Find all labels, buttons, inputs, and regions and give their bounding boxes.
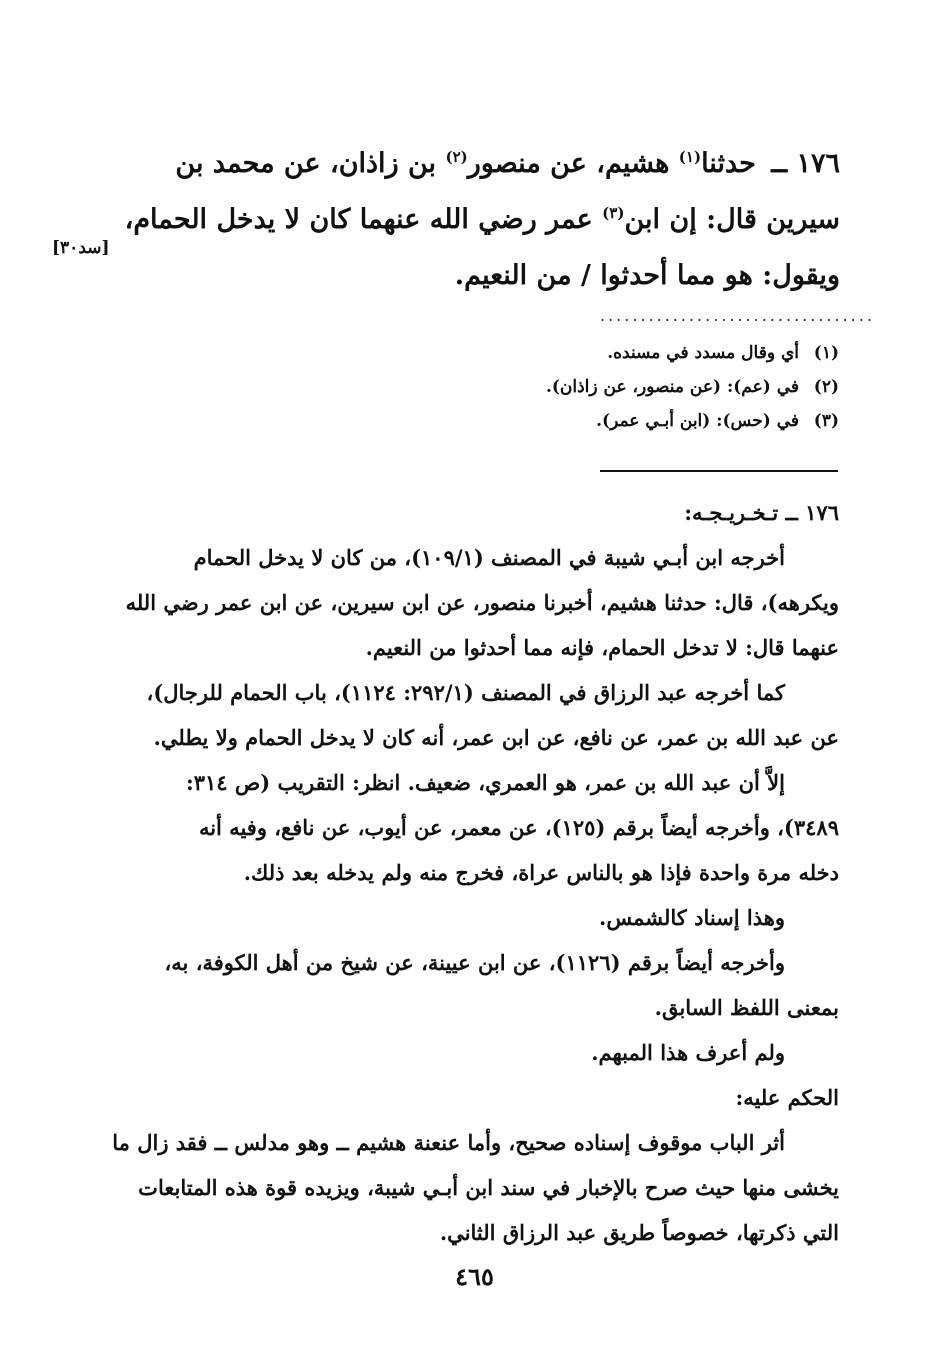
- judgement-heading: الحكم عليه:: [735, 1085, 839, 1110]
- text-line: وهذا إسناد كالشمس.: [599, 905, 785, 930]
- footnote-number: (٢): [813, 377, 839, 397]
- hadith-text-segment: هشيم، عن منصور: [467, 148, 679, 179]
- hadith-text-segment: عمر رضي الله عنهما كان لا يدخل الحمام،: [124, 204, 603, 235]
- takhrij-paragraph: [109, 535, 839, 670]
- text-line: ٣٤٨٩)، وأخرجه أيضاً برقم (١٢٥)، عن معمر، عن أيوب، عن نافع، وفيه أنه: [198, 815, 839, 840]
- text-line: عنهما قال: لا تدخل الحمام، فإنه مما أحدثوا من النعيم.: [365, 635, 839, 660]
- text-line: يخشى منها حيث صرح بالإخبار في سند ابن أبـي شيبة، ويزيده قوة هذه المتابعات: [138, 1175, 839, 1200]
- footnote-item: [139, 404, 839, 438]
- footnote-number: (١): [813, 343, 839, 363]
- footnote-item: [139, 370, 839, 404]
- page-number: ٤٦٥: [455, 1262, 494, 1291]
- text-line: إلاَّ أن عبد الله بن عمر، هو العمري، ضعيف. انظر: التقريب (ص ٣١٤:: [185, 770, 785, 795]
- footnote-divider-dots: ..................................: [600, 306, 875, 325]
- takhrij-paragraph: [109, 1030, 839, 1075]
- footnote-text: في (عم): (عن منصور، عن زاذان).: [545, 377, 799, 397]
- text-line: دخله مرة واحدة فإذا هو بالناس عراة، فخرج منه ولم يدخله بعد ذلك.: [243, 860, 839, 885]
- text-line: كما أخرجه عبد الرزاق في المصنف (٢٩٢/١: ١١٢٤)، باب الحمام للرجال)،: [146, 680, 785, 705]
- text-line: ولم أعرف هذا المبهم.: [591, 1040, 785, 1065]
- text-line: أخرجه ابن أبـي شيبة في المصنف (١٠٩/١)، من كان لا يدخل الحمام: [193, 545, 785, 570]
- hadith-line: ويقول: هو مما أحدثوا / من النعيم.: [454, 260, 840, 291]
- text-line: عن عبد الله بن عمر، عن نافع، عن ابن عمر، أنه كان لا يدخل الحمام ولا يطلي.: [153, 725, 839, 750]
- takhrij-paragraph: [109, 670, 839, 760]
- takhrij-section: [109, 490, 839, 1255]
- footnotes: [139, 336, 839, 438]
- footnote-ref[interactable]: (٢): [445, 148, 468, 166]
- text-line: بمعنى اللفظ السابق.: [654, 995, 839, 1020]
- text-line: التي ذكرتها، خصوصاً طريق عبد الرزاق الثاني.: [439, 1220, 839, 1245]
- text-line: وأخرجه أيضاً برقم (١١٢٦)، عن ابن عيينة، عن شيخ من أهل الكوفة، به،: [164, 950, 785, 975]
- footnote-text: في (حس): (ابن أبـي عمر).: [596, 411, 799, 431]
- text-line: ويكرهه)، قال: حدثنا هشيم، أخبرنا منصور، عن ابن سيرين، عن ابن عمر رضي الله: [125, 590, 839, 615]
- hadith-text-segment: بن زاذان، عن محمد بن: [175, 148, 446, 179]
- footnote-ref[interactable]: (٣): [602, 204, 625, 222]
- footnote-ref[interactable]: (١): [678, 148, 702, 166]
- takhrij-paragraph: [109, 895, 839, 940]
- footnote-number: (٣): [813, 411, 839, 431]
- footnote-text: أي وقال مسدد في مسنده.: [607, 343, 799, 363]
- hadith-text-segment: حدثنا: [701, 148, 756, 179]
- hadith-line: [110, 192, 840, 248]
- margin-reference: [سد٣٠]: [52, 238, 110, 258]
- hadith-line: [110, 136, 840, 192]
- takhrij-paragraph: [109, 760, 839, 895]
- takhrij-heading: ١٧٦ ــ تـخـريـجـه:: [684, 500, 839, 525]
- hadith-number: ١٧٦ ــ: [771, 148, 840, 179]
- judgement-paragraph: [109, 1120, 839, 1255]
- hadith-text: [110, 136, 840, 304]
- hadith-text-segment: سيرين قال: إن ابن: [624, 204, 840, 235]
- section-divider: [600, 470, 838, 472]
- takhrij-paragraph: [109, 940, 839, 1030]
- text-line: أثر الباب موقوف إسناده صحيح، وأما عنعنة هشيم ــ وهو مدلس ــ فقد زال ما: [112, 1130, 785, 1155]
- footnote-item: [139, 336, 839, 370]
